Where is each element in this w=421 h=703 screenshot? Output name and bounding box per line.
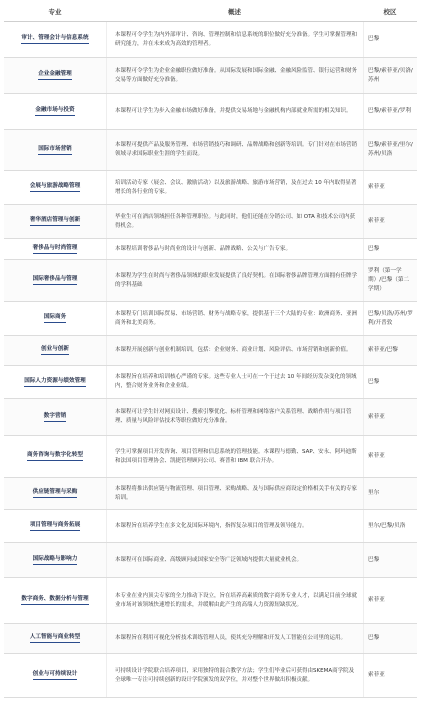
program-link[interactable]: 奢侈品与时尚管理 bbox=[33, 245, 78, 254]
programs-table bbox=[4, 2, 417, 698]
header-program: 专业 bbox=[48, 8, 62, 16]
program-link[interactable]: 供应链管理与采购 bbox=[33, 489, 78, 498]
program-link[interactable]: 国际战略与影响力 bbox=[33, 556, 78, 565]
program-description: 学生可掌握项目开发咨询、项目管理和信息系统的管理技能。本课程与德勤、SAP、安永、阿玛迪斯和法国项目管理协会、凯捷管理顾问公司、赛普和 IBM 联合开办。 bbox=[106, 436, 363, 477]
table-row bbox=[4, 543, 417, 578]
table-header bbox=[4, 2, 417, 22]
program-campus: 索菲亚 bbox=[363, 436, 417, 477]
table-row bbox=[4, 22, 417, 58]
program-campus: 索菲亚 bbox=[363, 654, 417, 697]
header-campus: 校区 bbox=[383, 8, 397, 16]
table-row bbox=[4, 654, 417, 698]
program-description: 本课程旨在培养和培训核心严谨的专家。这些专业人士可在一个于过去 10 年间经历发杂变化的领域内，整合财务业务和企业业绩。 bbox=[106, 366, 363, 398]
program-description: 培训活动专家（展会、会议、激励活动）以及旅游战略、旅游市场营销，及在过去 10 年内取得显著增长的各行业的专家。 bbox=[106, 171, 363, 204]
program-link[interactable]: 创业与创新 bbox=[41, 346, 69, 355]
program-campus: 巴黎 bbox=[363, 366, 417, 398]
table-row bbox=[4, 260, 417, 302]
table-row bbox=[4, 510, 417, 543]
header-summary: 概述 bbox=[228, 8, 241, 16]
table-row bbox=[4, 94, 417, 130]
program-campus: 巴黎/索菲亚/贝洛/苏州 bbox=[363, 58, 417, 93]
program-link[interactable]: 数字商务、数据分析与管理 bbox=[21, 596, 88, 605]
program-link[interactable]: 创业与可持续设计 bbox=[33, 671, 78, 680]
table-row bbox=[4, 436, 417, 478]
program-description: 本课程可令学生为内外部审计、咨询、管理控制和信息系统的职位做好充分准备。学生可掌握管理和研究能力，并在未来成为高效的管理者。 bbox=[106, 22, 363, 57]
program-description: 本课程可提供产品及服务管理、市场营销技巧和调研、品牌战略和创新等培训。专门针对在市场营销领域寻求国际职业生涯的学生而设。 bbox=[106, 130, 363, 170]
program-description: 本课程可让学生针对网页设计、搜索引擎优化、标杆管理和网络客户关系管理、战略作用与项目管理、质量与风险评估技术等职位做好充分准备。 bbox=[106, 399, 363, 435]
program-campus: 罗利（第一学期）/巴黎（第二学期） bbox=[363, 260, 417, 301]
program-link[interactable]: 人工智能与商业转型 bbox=[30, 634, 80, 643]
program-description: 本课程旨在培养学生在多文化及国际环境内，指挥复杂项目的管理及领导能力。 bbox=[106, 510, 363, 542]
program-campus: 索菲亚 bbox=[363, 578, 417, 623]
table-row bbox=[4, 578, 417, 624]
program-description: 本课程开展创新与创业机制培训，包括：企业财务、商业计划、风险评估、市场营销和创新价值。 bbox=[106, 336, 363, 365]
table-row bbox=[4, 130, 417, 171]
program-description: 本课程将推出供应链与物流管理、项目管理、采购战略、及与国际供应商设定价格相关手有关的专家培训。 bbox=[106, 478, 363, 509]
program-link[interactable]: 会展与旅游战略管理 bbox=[30, 183, 80, 192]
program-description: 本课程可在国际商业、高级顾问或国家安全等广泛领域内提供大量就业机会。 bbox=[106, 543, 363, 577]
program-campus: 索菲亚 bbox=[363, 171, 417, 204]
table-row bbox=[4, 171, 417, 205]
program-link[interactable]: 商务咨询与数字化转型 bbox=[27, 452, 83, 461]
table-row bbox=[4, 399, 417, 436]
table-row bbox=[4, 239, 417, 260]
program-campus: 巴黎 bbox=[363, 624, 417, 653]
program-link[interactable]: 国际商务 bbox=[44, 314, 66, 323]
table-row bbox=[4, 302, 417, 336]
table-row bbox=[4, 205, 417, 239]
program-link[interactable]: 国际市场营销 bbox=[38, 146, 72, 155]
program-link[interactable]: 国际奢侈品与管理 bbox=[33, 276, 78, 285]
program-description: 本课程可让学生为步入金融市场做好准备，并提供交易场地与金融机构内部就业所需的相关知识。 bbox=[106, 94, 363, 129]
table-row bbox=[4, 58, 417, 94]
program-description: 本课程培训奢侈品与时尚业的设计与创新、品牌战略、公关与广告专家。 bbox=[106, 239, 363, 259]
program-campus: 里尔 bbox=[363, 478, 417, 509]
program-description: 可持续设计学院联合培养项目，采用独特的混合教学方法；学生们毕业后可获得由SKEMA商学院及全球唯一专注可持续创新的设计学院颁发的双学位，并对整个世界做出积极贡献。 bbox=[106, 654, 363, 697]
program-link[interactable]: 项目管理与商务拓展 bbox=[30, 522, 80, 531]
program-link[interactable]: 奢华酒店管理与创新 bbox=[30, 217, 80, 226]
program-description: 本课程为学生在时尚与奢侈品领域的职业发展提供了良好契机。在国际奢侈品牌管理方面拥有佳牌学的学科基础 bbox=[106, 260, 363, 301]
program-link[interactable]: 企业金融管理 bbox=[38, 71, 72, 80]
table-row bbox=[4, 366, 417, 399]
program-link[interactable]: 国际人力资源与绩效管理 bbox=[24, 378, 86, 387]
program-campus: 巴黎 bbox=[363, 543, 417, 577]
program-campus: 巴黎 bbox=[363, 239, 417, 259]
program-campus: 索菲亚 bbox=[363, 205, 417, 238]
program-description: 本课程旨在利用可视化分析技术训练管理人员，使其充分理解和开发人工智能在公司里的运用。 bbox=[106, 624, 363, 653]
program-campus: 索菲亚/巴黎 bbox=[363, 336, 417, 365]
program-link[interactable]: 金融市场与投资 bbox=[35, 107, 74, 116]
table-row bbox=[4, 478, 417, 510]
program-campus: 索菲亚 bbox=[363, 399, 417, 435]
program-campus: 里尔/巴黎/贝洛 bbox=[363, 510, 417, 542]
program-description: 本专业在业内顶尖专家的全力推动下设立，旨在培养高素质的数字商务专业人才，以满足目前全球就业市场对该领域快速增长的需求，并缓解由此产生的高端人力资源短缺状况。 bbox=[106, 578, 363, 623]
program-campus: 巴黎/索菲亚/里尔/苏州/贝洛 bbox=[363, 130, 417, 170]
program-description: 毕业生可在酒店领域担任各种管理职位。与此同时，他们还能在分销公司、如 OTA 和技术公司内获得机会。 bbox=[106, 205, 363, 238]
program-description: 本课程可令学生为企业金融职位做好准备。从国际发展和国际金融、金融风险监管、银行运营和财务交易等方面做好充分准备。 bbox=[106, 58, 363, 93]
program-link[interactable]: 数字营销 bbox=[44, 413, 66, 422]
program-campus: 巴黎 bbox=[363, 22, 417, 57]
program-link[interactable]: 审计、管理会计与信息系统 bbox=[21, 35, 88, 44]
program-campus: 巴黎/贝洛/苏州/罗利/开普敦 bbox=[363, 302, 417, 335]
program-campus: 巴黎/索菲亚/罗利 bbox=[363, 94, 417, 129]
table-row bbox=[4, 336, 417, 366]
table-row bbox=[4, 624, 417, 654]
program-description: 本课程专门培训国际贸易、市场营销、财务与战略专家，提供基于三个大陆的专业：欧洲商务、亚洲商务和北美商务。 bbox=[106, 302, 363, 335]
